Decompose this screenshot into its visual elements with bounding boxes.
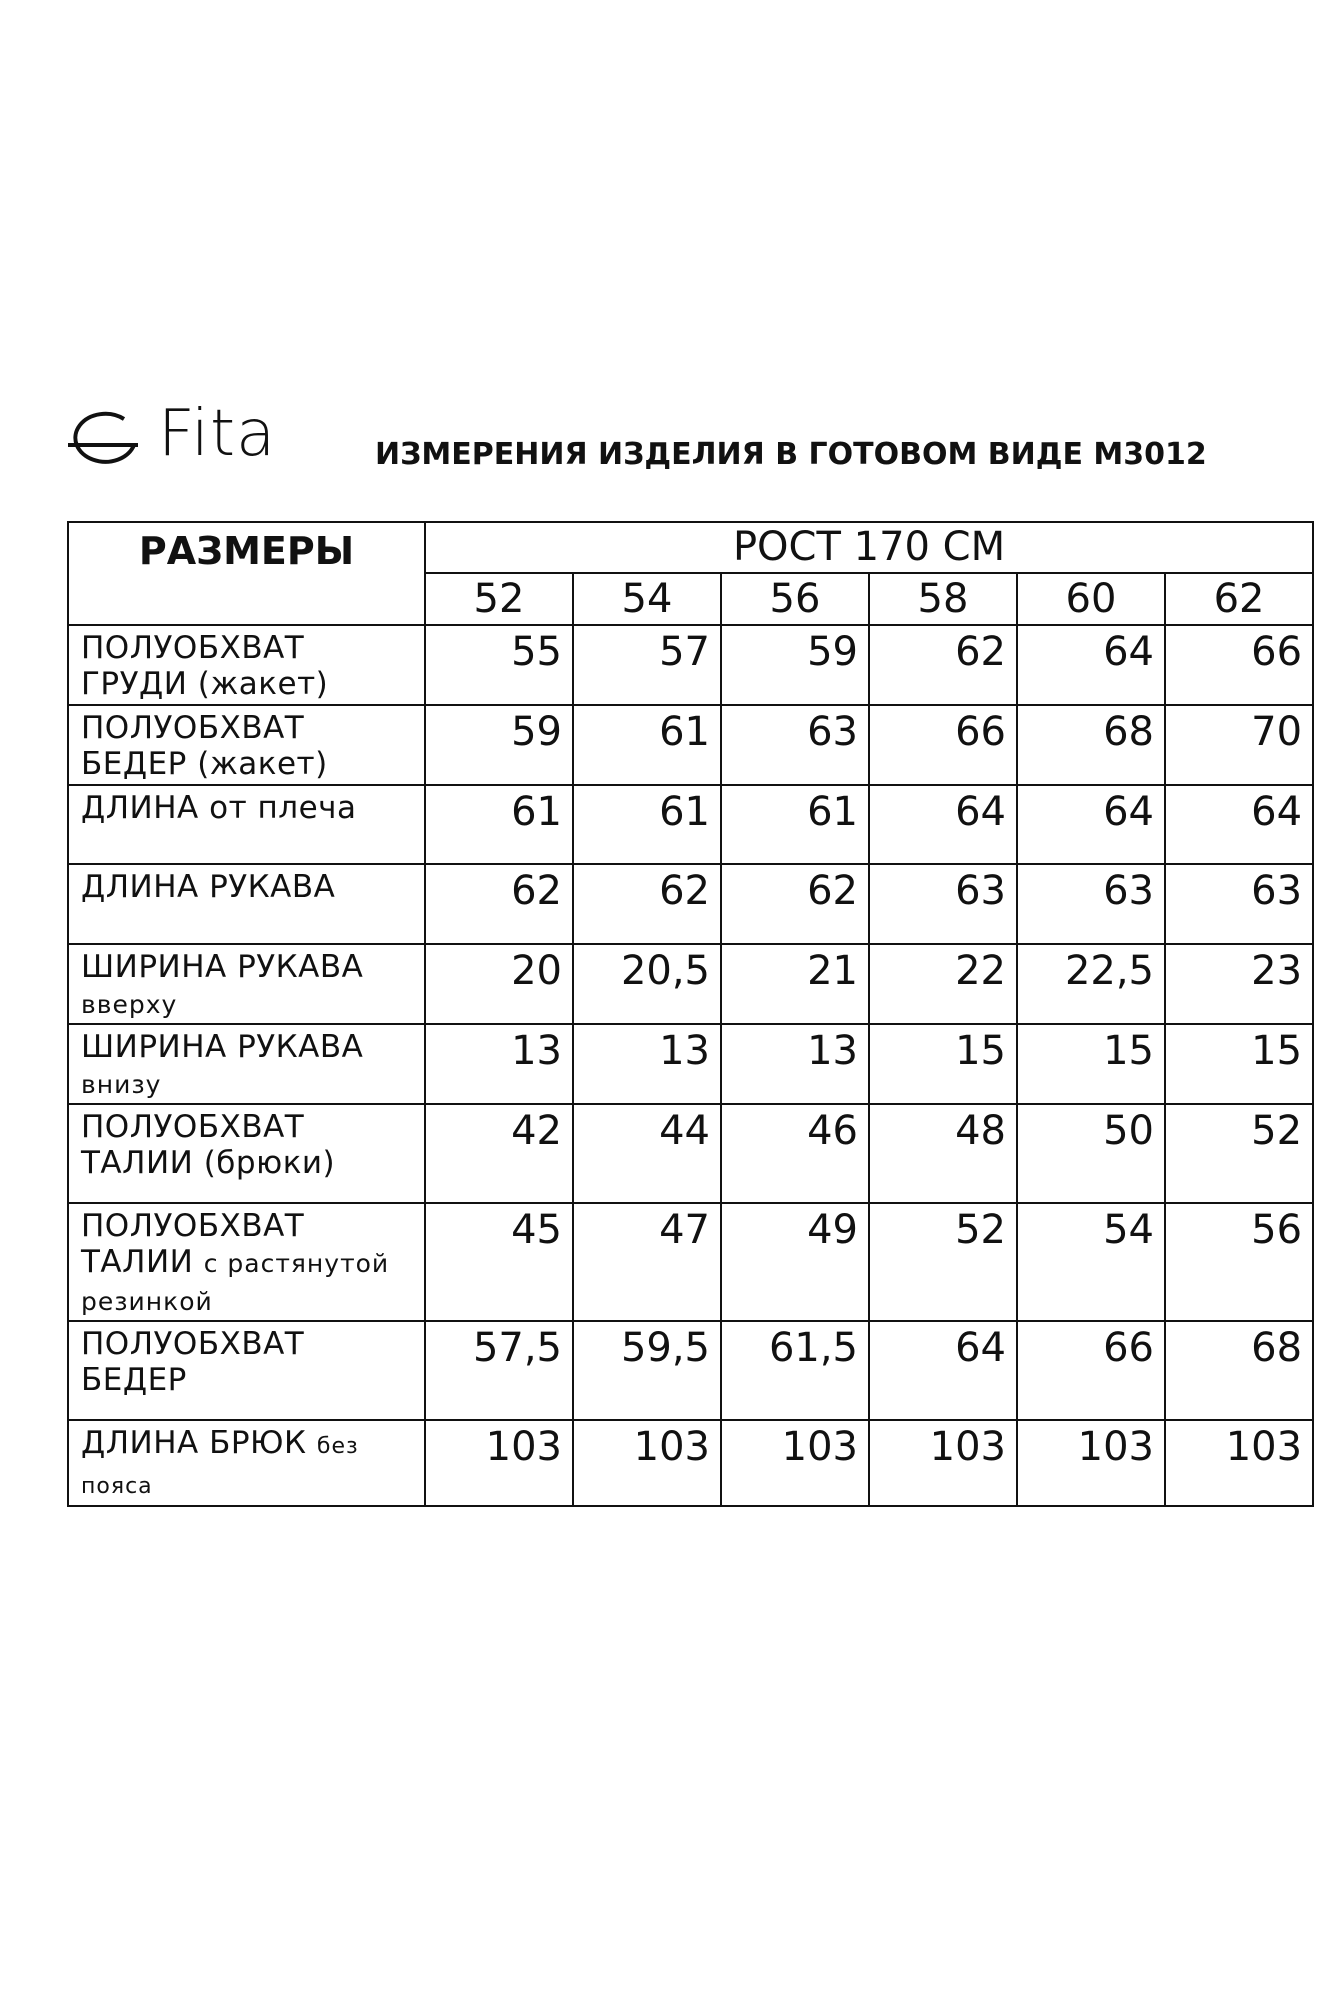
size-header: 60 [1017,573,1165,625]
row-label-main: ШИРИНА РУКАВА [81,1029,364,1065]
cell-value: 103 [869,1420,1017,1506]
table-row [68,625,1313,705]
table-row [68,944,1313,1024]
row-label-main: ДЛИНА БРЮК [81,1425,307,1461]
row-label [68,944,425,1024]
cell-value: 52 [1165,1104,1313,1203]
cell-value: 64 [1017,785,1165,864]
height-header: РОСТ 170 СМ [425,522,1313,573]
cell-value: 103 [721,1420,869,1506]
table-row [68,785,1313,864]
cell-value: 61 [721,785,869,864]
cell-value: 59 [721,625,869,705]
row-label-main: ПОЛУОБХВАТ ГРУДИ [81,630,305,702]
cell-value: 63 [1165,864,1313,944]
header-row [68,522,1313,573]
row-label-detail: от плеча [209,790,357,826]
cell-value: 54 [1017,1203,1165,1321]
cell-value: 64 [1165,785,1313,864]
cell-value: 13 [573,1024,721,1104]
row-label-main: ПОЛУОБХВАТ БЕДЕР [81,710,305,782]
row-label [68,705,425,785]
cell-value: 66 [1165,625,1313,705]
cell-value: 46 [721,1104,869,1203]
row-label-detail: (брюки) [203,1145,336,1181]
brand-name: Fita [158,397,277,471]
row-label-main: ШИРИНА РУКАВА [81,949,364,985]
cell-value: 15 [1017,1024,1165,1104]
cell-value: 68 [1017,705,1165,785]
cell-value: 22,5 [1017,944,1165,1024]
document-title: ИЗМЕРЕНИЯ ИЗДЕЛИЯ В ГОТОВОМ ВИДЕ М3012 [375,437,1207,472]
size-header: 52 [425,573,573,625]
row-label-detail: с растянутой резинкой [81,1249,390,1316]
table-row [68,1321,1313,1420]
row-label-main: ПОЛУОБХВАТ ТАЛИИ [81,1109,305,1181]
cell-value: 103 [573,1420,721,1506]
row-label-main: ПОЛУОБХВАТ ТАЛИИ [81,1208,305,1280]
cell-value: 66 [869,705,1017,785]
measurements-table [67,521,1314,1507]
fita-theta-icon [66,405,146,471]
cell-value: 20 [425,944,573,1024]
cell-value: 22 [869,944,1017,1024]
row-label-detail: внизу [81,1070,162,1099]
cell-value: 66 [1017,1321,1165,1420]
cell-value: 57 [573,625,721,705]
cell-value: 68 [1165,1321,1313,1420]
cell-value: 57,5 [425,1321,573,1420]
cell-value: 103 [1017,1420,1165,1506]
size-header: 54 [573,573,721,625]
cell-value: 62 [721,864,869,944]
cell-value: 56 [1165,1203,1313,1321]
table-row [68,1420,1313,1506]
cell-value: 23 [1165,944,1313,1024]
cell-value: 45 [425,1203,573,1321]
cell-value: 21 [721,944,869,1024]
cell-value: 42 [425,1104,573,1203]
cell-value: 103 [425,1420,573,1506]
row-label-main: ДЛИНА РУКАВА [81,869,336,905]
cell-value: 15 [869,1024,1017,1104]
row-label [68,785,425,864]
cell-value: 59,5 [573,1321,721,1420]
sizes-header: РАЗМЕРЫ [68,522,425,625]
cell-value: 61 [425,785,573,864]
cell-value: 62 [425,864,573,944]
cell-value: 59 [425,705,573,785]
cell-value: 15 [1165,1024,1313,1104]
table-row [68,1024,1313,1104]
table-row [68,1203,1313,1321]
cell-value: 103 [1165,1420,1313,1506]
cell-value: 52 [869,1203,1017,1321]
size-header: 62 [1165,573,1313,625]
size-header: 58 [869,573,1017,625]
row-label-detail: (жакет) [197,746,328,782]
cell-value: 64 [869,785,1017,864]
cell-value: 70 [1165,705,1313,785]
cell-value: 64 [1017,625,1165,705]
cell-value: 63 [1017,864,1165,944]
cell-value: 47 [573,1203,721,1321]
row-label [68,1420,425,1506]
row-label-detail: (жакет) [197,666,329,702]
cell-value: 61,5 [721,1321,869,1420]
cell-value: 64 [869,1321,1017,1420]
cell-value: 48 [869,1104,1017,1203]
cell-value: 44 [573,1104,721,1203]
table-row [68,864,1313,944]
row-label [68,864,425,944]
row-label-main: ДЛИНА [81,790,199,826]
cell-value: 13 [721,1024,869,1104]
cell-value: 61 [573,705,721,785]
table-row [68,1104,1313,1203]
row-label-detail: вверху [81,990,178,1019]
cell-value: 20,5 [573,944,721,1024]
cell-value: 13 [425,1024,573,1104]
row-label [68,625,425,705]
row-label-main: ПОЛУОБХВАТ БЕДЕР [81,1326,305,1398]
table-row [68,705,1313,785]
row-label [68,1024,425,1104]
row-label [68,1203,425,1321]
row-label [68,1321,425,1420]
cell-value: 63 [721,705,869,785]
size-header: 56 [721,573,869,625]
cell-value: 61 [573,785,721,864]
cell-value: 55 [425,625,573,705]
row-label-detail: без пояса [81,1434,359,1499]
cell-value: 62 [573,864,721,944]
cell-value: 50 [1017,1104,1165,1203]
row-label [68,1104,425,1203]
cell-value: 62 [869,625,1017,705]
cell-value: 63 [869,864,1017,944]
cell-value: 49 [721,1203,869,1321]
